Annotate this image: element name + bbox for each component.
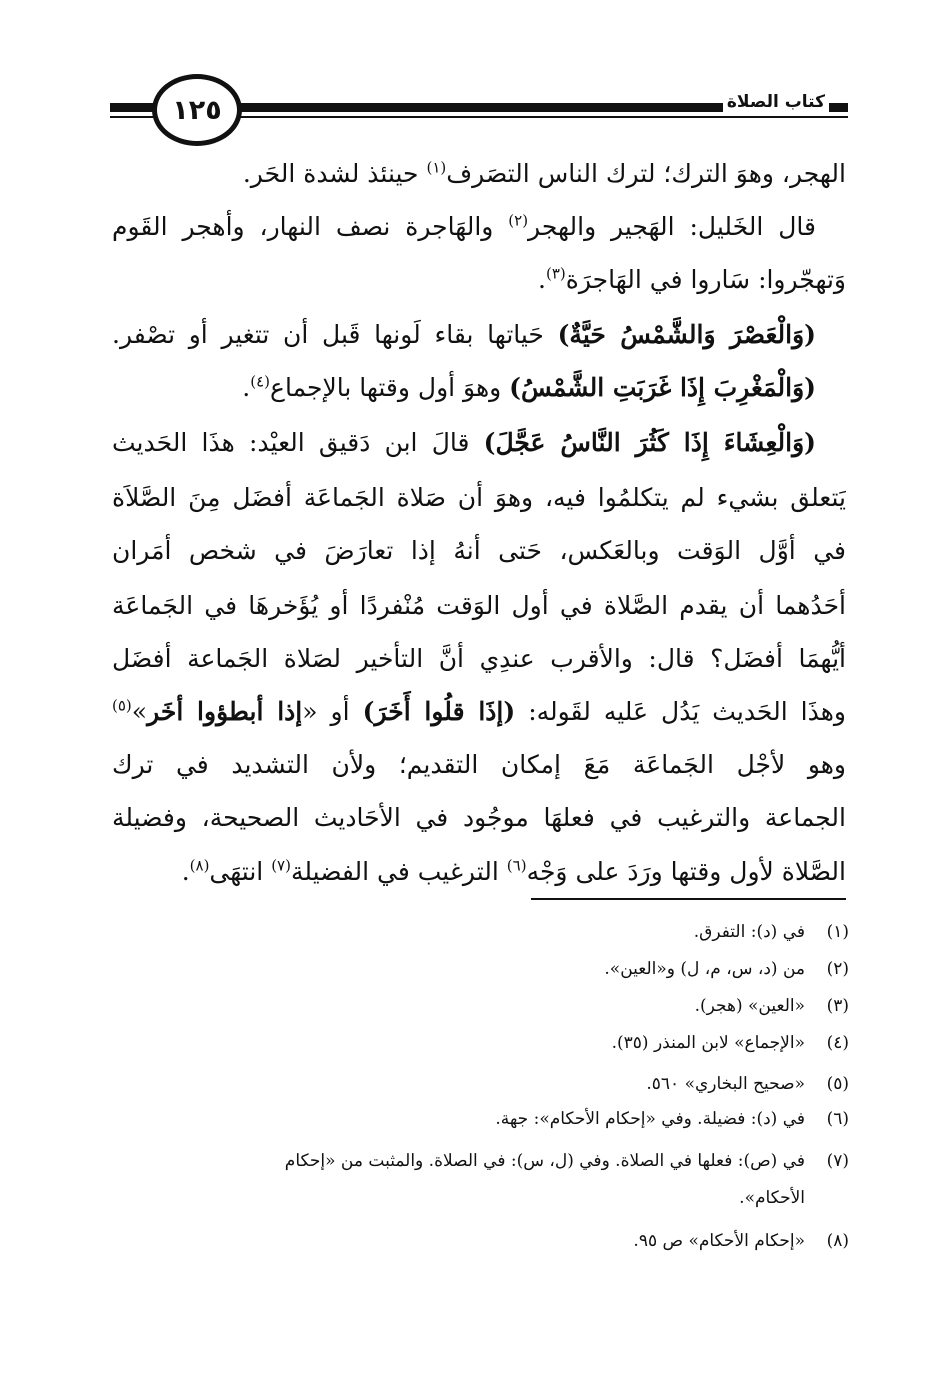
footnote-ref: (٢) <box>508 211 529 230</box>
text-line: الهجر، وهوَ الترك؛ لترك الناس التصَرف$^{(١)}$ حينئذ لشدة الحَر. <box>242 158 846 188</box>
header-rule-right-thin <box>228 116 848 118</box>
footnote-separator <box>531 898 846 900</box>
page-number: ١٢٥ <box>152 74 242 146</box>
footnote: (٥)«صحيح البخاري» ٥٦٠. <box>646 1074 849 1094</box>
text-line: (وَالْعَصْرَ وَالشَّمْسُ حَيَّةٌ) حَياتها بقاء لَونها قَبل أن تتغير أو تصْفر. <box>112 320 816 349</box>
footnote: (١)في (د): التفرق. <box>693 922 849 942</box>
running-title: كتاب الصلاة <box>723 92 829 112</box>
hadith-quote: (وَالْعِشَاءَ إِذَا كَثُرَ النَّاسُ عَجَّلَ) <box>483 428 816 457</box>
footnote: (٣)«العين» (هجر). <box>694 996 849 1016</box>
footnote-ref: (١) <box>426 158 447 177</box>
text-line: (وَالْعِشَاءَ إِذَا كَثُرَ النَّاسُ عَجَّلَ) قالَ ابن دَقيق العيْد: هذَا الحَديث <box>112 428 816 457</box>
footnote-continuation: الأحكام». <box>739 1188 805 1208</box>
footnote: (٧)في (ص): فعلها في الصلاة. وفي (ل، س): في الصلاة. والمثبت من «إحكام <box>284 1151 849 1171</box>
header-rule-left <box>110 103 158 112</box>
footnote: (٤)«الإجماع» لابن المنذر (٣٥). <box>611 1033 849 1053</box>
hadith-quote: إذا أبطؤوا أخَر <box>147 697 303 726</box>
text-line: قال الخَليل: الهَجير والهجر$^{(٢)}$ والهَاجرة نصف النهار، وأهجر القَوم <box>112 211 817 241</box>
footnote-ref: (٦) <box>506 856 527 875</box>
footnote-ref: (٧) <box>271 856 291 875</box>
text-line: وَتهجّروا: سَاروا في الهَاجرَة$^{(٣)}$. <box>538 264 846 294</box>
footnote: (٨)«إحكام الأحكام» ص ٩٥. <box>633 1231 849 1251</box>
footnote: (٢)من (د، س، م، ل) و«العين». <box>604 959 849 979</box>
text-line: (وَالْمَغْرِبَ إِذَا غَرَبَتِ الشَّمْسُ) وهوَ أول وقتها بالإجماع$^{(٤)}$. <box>242 372 816 402</box>
hadith-quote: (وَالْعَصْرَ وَالشَّمْسُ حَيَّةٌ) <box>557 320 816 349</box>
text-line: الصَّلاة لأول وقتها ورَدَ على وَجْه$^{(٦)}$ الترغيب في الفضيلة$^{(٧)}$ انتهَى$^{(٨)}$. <box>181 856 846 886</box>
text-line: أيُّهمَا أفضَل؟ قال: والأقرب عندِي أنَّ التأخير لصَلاة الجَماعة أفضَل <box>112 644 846 673</box>
text-line: أحَدُهما أن يقدم الصَّلاة في أول الوَقت مُنْفردًا أو يُؤَخرهَا في الجَماعَة <box>112 591 846 620</box>
hadith-quote: (وَالْمَغْرِبَ إِذَا غَرَبَتِ الشَّمْسُ) <box>509 373 816 402</box>
footnote-ref: (٥) <box>112 696 132 715</box>
text-line: يَتعلق بشيء لم يتكلمُوا فيه، وهوَ أن صَلاة الجَماعَة أفضَل مِنَ الصَّلاَة <box>112 483 846 512</box>
header-rule-left-thin <box>110 116 158 118</box>
hadith-quote: (إذَا قلُوا أَخَرَ) <box>362 697 516 726</box>
footnote-ref: (٣) <box>545 264 566 283</box>
text-line: وهذَا الحَديث يَدُل عَليه لقَوله: (إذَا قلُوا أَخَرَ) أو «إذا أبطؤوا أخَر»$^{(٥)}$ <box>112 696 846 726</box>
footnote-ref: (٤) <box>250 372 271 391</box>
footnote: (٦)في (د): فضيلة. وفي «إحكام الأحكام»: جهة. <box>495 1109 849 1129</box>
text-line: وهو لأجْل الجَماعَة مَعَ إمكان التقديم؛ ولأن التشديد في ترك <box>112 750 846 779</box>
text-line: الجماعة والترغيب في فعلهَا موجُود في الأحَاديث الصحيحة، وفضيلة <box>112 803 846 832</box>
text-line: في أوَّل الوَقت وبالعَكس، حَتى أنهُ إذا تعارَضَ في شخص أمَران <box>112 536 846 565</box>
footnote-ref: (٨) <box>189 856 210 875</box>
